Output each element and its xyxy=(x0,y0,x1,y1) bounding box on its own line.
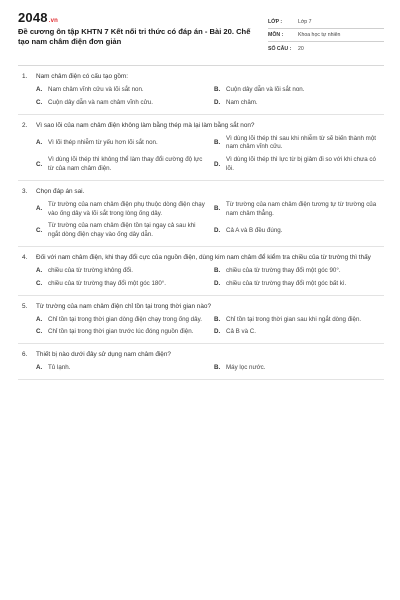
option-label: B. xyxy=(214,138,221,146)
document-header xyxy=(18,10,384,55)
option-label: D. xyxy=(214,226,221,234)
document-meta xyxy=(268,16,384,55)
answer-option[interactable] xyxy=(214,135,384,153)
meta-value: 20 xyxy=(298,45,304,52)
question-text: Từ trường của nam châm điện chỉ tồn tại trong thời gian nào? xyxy=(36,302,212,310)
answer-option[interactable] xyxy=(214,156,384,174)
question-text: Đối với nam châm điện, khi thay đổi cực của nguồn điện, dùng kim nam châm để kiểm tra chiều của từ trường thì thấy xyxy=(36,253,371,261)
question-block xyxy=(18,181,384,247)
option-label: C. xyxy=(36,160,43,168)
question-number: 4. xyxy=(22,253,28,261)
option-text: Cuộn dây dẫn và nam châm vĩnh cửu. xyxy=(48,98,153,106)
question-stem xyxy=(18,253,384,262)
meta-row xyxy=(268,42,384,55)
answer-option[interactable] xyxy=(214,86,384,95)
answer-option[interactable] xyxy=(36,316,206,325)
option-label: A. xyxy=(36,138,43,146)
option-label: C. xyxy=(36,279,43,287)
option-label: A. xyxy=(36,86,43,93)
option-label: B. xyxy=(214,364,221,372)
answer-option[interactable] xyxy=(36,201,206,219)
header-left xyxy=(18,10,256,47)
meta-label: MÔN : xyxy=(268,32,284,38)
options-grid xyxy=(18,201,384,240)
question-stem xyxy=(18,302,384,311)
question-stem xyxy=(18,121,384,130)
option-text: Cả B và C. xyxy=(226,328,256,336)
question-number: 6. xyxy=(22,351,28,359)
option-label: D. xyxy=(214,98,221,106)
question-number: 5. xyxy=(22,302,28,310)
meta-label: SỐ CÂU : xyxy=(268,45,292,52)
question-block xyxy=(18,115,384,181)
option-text: Máy lọc nước. xyxy=(226,364,266,372)
option-text: Chỉ tồn tại trong thời gian sau khi ngắt dòng điện. xyxy=(226,315,362,323)
question-number: 3. xyxy=(22,187,28,195)
answer-option[interactable] xyxy=(36,86,206,95)
option-text: Từ trường của nam châm điện tương tự từ trường của nam châm thẳng. xyxy=(226,200,377,217)
option-label: C. xyxy=(36,226,43,234)
option-label: A. xyxy=(36,315,43,323)
answer-option[interactable] xyxy=(214,222,384,240)
option-label: C. xyxy=(36,98,43,106)
question-stem xyxy=(18,72,384,81)
options-grid xyxy=(18,316,384,338)
options-grid xyxy=(18,135,384,174)
option-text: Vì lõi thép nhiễm từ yếu hơn lõi sắt non. xyxy=(48,138,158,146)
option-text: chiều của từ trường không đổi. xyxy=(48,266,133,274)
logo-suffix: .vn xyxy=(48,18,59,24)
answer-option[interactable] xyxy=(36,135,206,153)
question-number: 2. xyxy=(22,121,28,129)
answer-option[interactable] xyxy=(36,267,206,276)
option-label: D. xyxy=(214,328,221,336)
question-stem xyxy=(18,350,384,359)
option-label: A. xyxy=(36,364,43,372)
question-number: 1. xyxy=(22,73,28,80)
option-label: A. xyxy=(36,205,43,213)
question-block xyxy=(18,247,384,296)
question-stem xyxy=(18,187,384,196)
option-text: Nam châm vĩnh cửu và lõi sắt non. xyxy=(48,86,144,93)
answer-option[interactable] xyxy=(214,316,384,325)
question-text: Chọn đáp án sai. xyxy=(36,187,85,195)
site-logo[interactable] xyxy=(18,10,256,25)
option-text: Cả A và B đều đúng. xyxy=(226,226,283,234)
option-text: Từ trường của nam châm điện tồn tại ngay cả sau khi ngắt dòng điện chạy vào ống dây dẫn. xyxy=(48,222,196,239)
option-text: Cuộn dây dẫn và lõi sắt non. xyxy=(226,86,305,93)
answer-option[interactable] xyxy=(36,156,206,174)
meta-row xyxy=(268,16,384,29)
answer-option[interactable] xyxy=(36,99,206,108)
option-label: B. xyxy=(214,315,221,323)
options-grid xyxy=(18,364,384,373)
question-text: Vì sao lõi của nam châm điện không làm bằng thép mà lại làm bằng sắt non? xyxy=(36,121,255,129)
document-title: Đề cương ôn tập KHTN 7 Kết nối tri thức có đáp án - Bài 20. Chế tạo nam châm điện đơn giản xyxy=(18,27,251,46)
option-text: Vì dùng lõi thép thì lực từ bị giảm đi so với khi chưa có lõi. xyxy=(226,156,376,172)
option-text: Nam châm. xyxy=(226,98,258,106)
question-block xyxy=(18,296,384,345)
answer-option[interactable] xyxy=(36,328,206,337)
answer-option[interactable] xyxy=(214,267,384,276)
question-text: Thiết bị nào dưới đây sử dụng nam châm điện? xyxy=(36,351,171,359)
option-text: Vì dùng lõi thép thì sau khi nhiễm từ sẽ biến thành một nam châm vĩnh cửu. xyxy=(226,134,376,151)
question-block xyxy=(18,344,384,380)
option-text: Từ trường của nam châm điện phụ thuộc dòng điện chạy vào ống dây và lõi sắt trong lòng ống dây. xyxy=(48,200,205,217)
option-label: B. xyxy=(214,86,221,93)
meta-row xyxy=(268,29,384,42)
answer-option[interactable] xyxy=(36,222,206,240)
question-text: Nam châm điện có cấu tạo gồm: xyxy=(36,73,128,80)
option-label: C. xyxy=(36,328,43,336)
answer-option[interactable] xyxy=(36,280,206,289)
meta-label: LỚP : xyxy=(268,19,283,25)
option-label: D. xyxy=(214,160,221,168)
question-list xyxy=(18,66,384,380)
option-label: A. xyxy=(36,266,43,274)
answer-option[interactable] xyxy=(214,328,384,337)
option-text: chiều của từ trường thay đổi một góc bất kì. xyxy=(226,279,347,287)
answer-option[interactable] xyxy=(36,364,206,373)
option-text: Vì dùng lõi thép thì không thể làm thay đổi cường độ lực từ của nam châm điện. xyxy=(48,156,203,172)
options-grid xyxy=(18,86,384,108)
options-grid xyxy=(18,267,384,289)
answer-option[interactable] xyxy=(214,99,384,108)
option-text: chiều của từ trường thay đổi một góc 90°. xyxy=(226,266,341,274)
meta-value: Lớp 7 xyxy=(298,19,312,25)
answer-option[interactable] xyxy=(214,201,384,219)
option-label: B. xyxy=(214,266,221,274)
answer-option[interactable] xyxy=(214,364,384,373)
option-text: Tủ lạnh. xyxy=(48,364,71,372)
question-block xyxy=(18,66,384,115)
meta-value: Khoa học tự nhiên xyxy=(298,32,341,38)
option-label: D. xyxy=(214,279,221,287)
option-text: Chỉ tồn tại trong thời gian dòng điện chạy trong ống dây. xyxy=(48,315,202,323)
option-text: Chỉ tồn tại trong thời gian trước lúc đóng nguồn điện. xyxy=(48,328,194,336)
option-label: B. xyxy=(214,205,221,213)
logo-main: 2048 xyxy=(18,10,48,25)
option-text: chiều của từ trường thay đổi một góc 180°. xyxy=(48,279,167,287)
answer-option[interactable] xyxy=(214,280,384,289)
